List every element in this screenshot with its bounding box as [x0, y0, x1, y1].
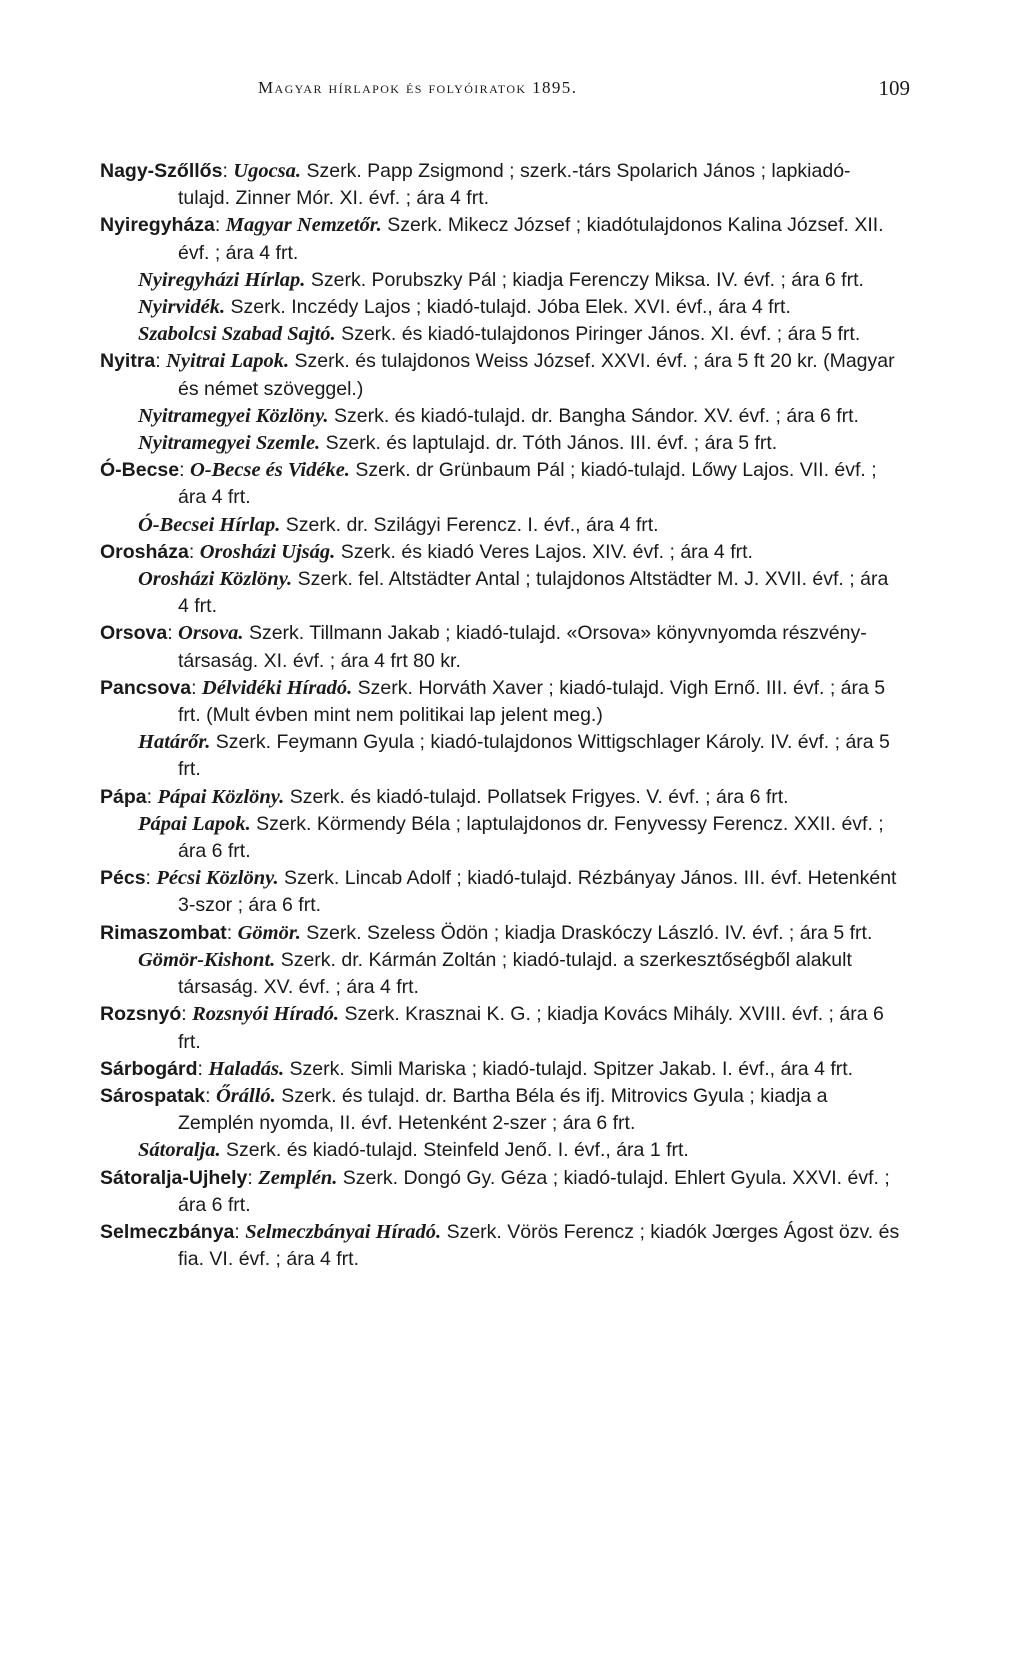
entry-title: Sátoralja.: [138, 1139, 221, 1162]
entry-details: Szerk. Krasznai K. G. ; kiadja Kovács Mihály. XVIII. évf. ; ára 6 frt.: [178, 1003, 884, 1053]
list-item: Nagy-Szőllős: Ugocsa. Szerk. Papp Zsigmond ; szerk.-társ Spolarich János ; lapkiadó-tulajd. Zinner Mór. XI. évf. ; ára 4 frt.: [100, 160, 851, 210]
list-item: Ó-Becse: O-Becse és Vidéke. Szerk. dr Grünbaum Pál ; kiadó-tulajd. Lőwy Lajos. VII. évf. ; ára 4 frt.: [100, 459, 877, 509]
entry-details: Szerk. és kiadó-tulajd. dr. Bangha Sándor. XV. évf. ; ára 6 frt.: [333, 404, 859, 427]
list-item: [100, 321, 900, 348]
entry-details: Szerk. dr. Szilágyi Ferencz. I. évf., ára 4 frt.: [285, 513, 659, 536]
entry-city: Pécs: [100, 867, 146, 890]
entry-title: Zemplén.: [258, 1166, 338, 1189]
entry-details: Szerk. és laptulajd. dr. Tóth János. III. évf. ; ára 5 frt.: [325, 432, 778, 455]
list-item: [100, 512, 900, 539]
entry-details: Szerk. Lincab Adolf ; kiadó-tulajd. Rézbányay János. III. évf. Hetenként 3-szor ; ára 6 frt.: [178, 867, 897, 917]
entry-title: Szabolcsi Szabad Sajtó.: [138, 323, 336, 346]
entry-city: Nagy-Szőllős: [100, 160, 223, 182]
list-item: Rimaszombat: Gömör. Szerk. Szeless Ödön ; kiadja Draskóczy László. IV. évf. ; ára 5 frt.: [100, 921, 873, 944]
entry-city: Nyitra: [100, 350, 156, 373]
entry-title: Határőr.: [138, 731, 211, 754]
entry-title: Őrálló.: [215, 1084, 276, 1107]
entry-details: Szerk. Feymann Gyula ; kiadó-tulajdonos Wittigschlager Károly. IV. évf. ; ára 5 frt.: [178, 731, 890, 781]
entry-city: Pancsova: [100, 676, 192, 699]
list-item: [100, 267, 900, 294]
entry-title: Orosházi Ujság.: [199, 540, 336, 563]
entry-title: Nyitramegyei Közlöny.: [138, 404, 329, 427]
entry-title: Gömör-Kishont.: [138, 948, 276, 971]
entry-title: Gömör.: [237, 921, 301, 944]
entry-title: Ugocsa.: [233, 160, 302, 182]
entry-title: Orsova.: [178, 622, 244, 645]
list-item: [100, 947, 900, 1001]
list-item: [100, 1137, 900, 1164]
entry-details: Szerk. Porubszky Pál ; kiadja Ferenczy Miksa. IV. évf. ; ára 6 frt.: [310, 268, 864, 291]
entry-details: Szerk. és kiadó-tulajd. Pollatsek Frigyes. V. évf. ; ára 6 frt.: [289, 785, 789, 808]
entry-details: Szerk. Horváth Xaver ; kiadó-tulajd. Vigh Ernő. III. évf. ; ára 5 frt. (Mult évben mint nem politikai lap jelent meg.): [178, 676, 886, 727]
entry-city: Sárbogárd: [100, 1057, 198, 1080]
list-item: Nyitra: Nyitrai Lapok. Szerk. és tulajdonos Weiss József. XXVI. évf. ; ára 5 ft 20 kr. (Magyar és német szöveggel.): [100, 350, 895, 400]
entry-details: Szerk. Szeless Ödön ; kiadja Draskóczy László. IV. évf. ; ára 5 frt.: [306, 921, 873, 944]
entry-details: Szerk. és kiadó-tulajdonos Piringer János. XI. évf. ; ára 5 frt.: [341, 323, 861, 346]
entry-details: Szerk. fel. Altstädter Antal ; tulajdonos Altstädter M. J. XVII. évf. ; ára 4 frt.: [178, 568, 889, 618]
list-item: Sátoralja-Ujhely: Zemplén. Szerk. Dongó Gy. Géza ; kiadó-tulajd. Ehlert Gyula. XXVI. évf. ; ára 6 frt.: [100, 1166, 890, 1216]
entry-details: Szerk. Körmendy Béla ; laptulajdonos dr. Fenyvessy Ferencz. XXII. évf. ; ára 6 frt.: [178, 812, 884, 863]
entry-details: Szerk. Inczédy Lajos ; kiadó-tulajd. Jóba Elek. XVI. évf., ára 4 frt.: [230, 296, 791, 319]
entry-title: Orosházi Közlöny.: [138, 568, 293, 591]
entry-city: Rozsnyó: [100, 1003, 182, 1026]
list-item: [100, 811, 900, 865]
list-item: Pécs: Pécsi Közlöny. Szerk. Lincab Adolf ; kiadó-tulajd. Rézbányay János. III. évf. Hetenként 3-szor ; ára 6 frt.: [100, 867, 897, 917]
entry-details: Szerk. Dongó Gy. Géza ; kiadó-tulajd. Ehlert Gyula. XXVI. évf. ; ára 6 frt.: [178, 1166, 890, 1216]
entry-details: Szerk. dr. Kármán Zoltán ; kiadó-tulajd. a szerkesztőségből alakult társaság. XV. évf. ; ára 4 frt.: [178, 948, 852, 999]
entry-city: Sátoralja-Ujhely: [100, 1166, 248, 1189]
list-item: Pancsova: Délvidéki Híradó. Szerk. Horváth Xaver ; kiadó-tulajd. Vigh Ernő. III. évf. ; ára 5 frt. (Mult évben mint nem politikai lap jelent meg.): [100, 676, 886, 727]
page-header: [0, 78, 1024, 108]
entry-title: Nyirvidék.: [138, 296, 226, 319]
list-item: Pápa: Pápai Közlöny. Szerk. és kiadó-tulajd. Pollatsek Frigyes. V. évf. ; ára 6 frt.: [100, 785, 789, 808]
list-item: Orsova: Orsova. Szerk. Tillmann Jakab ; kiadó-tulajd. «Orsova» könyvnyomda részvény-társaság. XI. évf. ; ára 4 frt 80 kr.: [100, 622, 867, 672]
entry-title: Pápai Közlöny.: [157, 785, 285, 808]
entry-city: Rimaszombat: [100, 921, 227, 944]
list-item: [100, 294, 900, 321]
entry-city: Orsova: [100, 622, 168, 645]
entry-details: Szerk. Simli Mariska ; kiadó-tulajd. Spitzer Jakab. I. évf., ára 4 frt.: [289, 1057, 854, 1080]
entry-details: Szerk. és kiadó Veres Lajos. XIV. évf. ; ára 4 frt.: [340, 540, 753, 563]
entry-details: Szerk. Vörös Ferencz ; kiadók Jœrges Ágost özv. és fia. VI. évf. ; ára 4 frt.: [178, 1220, 900, 1271]
entry-title: Pápai Lapok.: [138, 812, 251, 835]
entry-title: Nyiregyházi Hírlap.: [138, 268, 306, 291]
list-item: Sárbogárd: Haladás. Szerk. Simli Mariska ; kiadó-tulajd. Spitzer Jakab. I. évf., ára 4 frt.: [100, 1057, 854, 1080]
entry-title: Rozsnyói Híradó.: [192, 1003, 340, 1026]
list-item: [100, 729, 900, 783]
entry-title: Ó-Becsei Hírlap.: [138, 513, 281, 536]
running-title: Magyar hírlapok és folyóiratok 1895.: [258, 78, 578, 97]
entry-title: Magyar Nemzetőr.: [225, 214, 382, 237]
entry-list: [100, 158, 900, 1273]
entry-title: Selmeczbányai Híradó.: [245, 1220, 442, 1243]
entry-details: Szerk. Mikecz József ; kiadótulajdonos Kalina József. XII. évf. ; ára 4 frt.: [178, 214, 884, 264]
list-item: Orosháza: Orosházi Ujság. Szerk. és kiadó Veres Lajos. XIV. évf. ; ára 4 frt.: [100, 540, 753, 563]
entry-details: Szerk. Tillmann Jakab ; kiadó-tulajd. «Orsova» könyvnyomda részvény-társaság. XI. évf. ; ára 4 frt 80 kr.: [178, 622, 867, 672]
list-item: Sárospatak: Őrálló. Szerk. és tulajd. dr. Bartha Béla és ifj. Mitrovics Gyula ; kiadja a Zemplén nyomda, II. évf. Hetenként 2-szer ; ára 6 frt.: [100, 1084, 828, 1135]
entry-city: Ó-Becse: [100, 459, 180, 482]
entry-details: Szerk. és kiadó-tulajd. Steinfeld Jenő. I. évf., ára 1 frt.: [226, 1139, 689, 1162]
entry-details: Szerk. dr Grünbaum Pál ; kiadó-tulajd. Lőwy Lajos. VII. évf. ; ára 4 frt.: [178, 459, 877, 509]
entry-title: Haladás.: [208, 1057, 285, 1080]
entry-details: Szerk. és tulajd. dr. Bartha Béla és ifj. Mitrovics Gyula ; kiadja a Zemplén nyomda, II. évf. Hetenként 2-szer ; ára 6 frt.: [178, 1084, 828, 1135]
list-item: Rozsnyó: Rozsnyói Híradó. Szerk. Krasznai K. G. ; kiadja Kovács Mihály. XVIII. évf. ; ára 6 frt.: [100, 1003, 884, 1053]
entry-city: Selmeczbánya: [100, 1220, 235, 1243]
entry-city: Nyiregyháza: [100, 214, 215, 237]
entry-city: Pápa: [100, 785, 147, 808]
list-item: [100, 566, 900, 620]
list-item: Nyiregyháza: Magyar Nemzetőr. Szerk. Mikecz József ; kiadótulajdonos Kalina József. XII. évf. ; ára 4 frt.: [100, 214, 884, 264]
entry-title: Pécsi Közlöny.: [156, 867, 279, 890]
entry-details: Szerk. és tulajdonos Weiss József. XXVI. évf. ; ára 5 ft 20 kr. (Magyar és német szöveggel.): [178, 350, 895, 400]
list-item: [100, 403, 900, 430]
entry-city: Orosháza: [100, 540, 189, 563]
entry-title: Nyitramegyei Szemle.: [138, 432, 321, 455]
page-number: 109: [878, 76, 910, 100]
entry-title: Nyitrai Lapok.: [166, 350, 290, 373]
entry-details: Szerk. Papp Zsigmond ; szerk.-társ Spolarich János ; lapkiadó-tulajd. Zinner Mór. XI. évf. ; ára 4 frt.: [178, 160, 851, 210]
entry-title: O-Becse és Vidéke.: [189, 459, 350, 482]
entry-city: Sárospatak: [100, 1084, 206, 1107]
entry-title: Délvidéki Híradó.: [201, 676, 353, 699]
list-item: [100, 430, 900, 457]
list-item: Selmeczbánya: Selmeczbányai Híradó. Szerk. Vörös Ferencz ; kiadók Jœrges Ágost özv. és fia. VI. évf. ; ára 4 frt.: [100, 1220, 900, 1271]
